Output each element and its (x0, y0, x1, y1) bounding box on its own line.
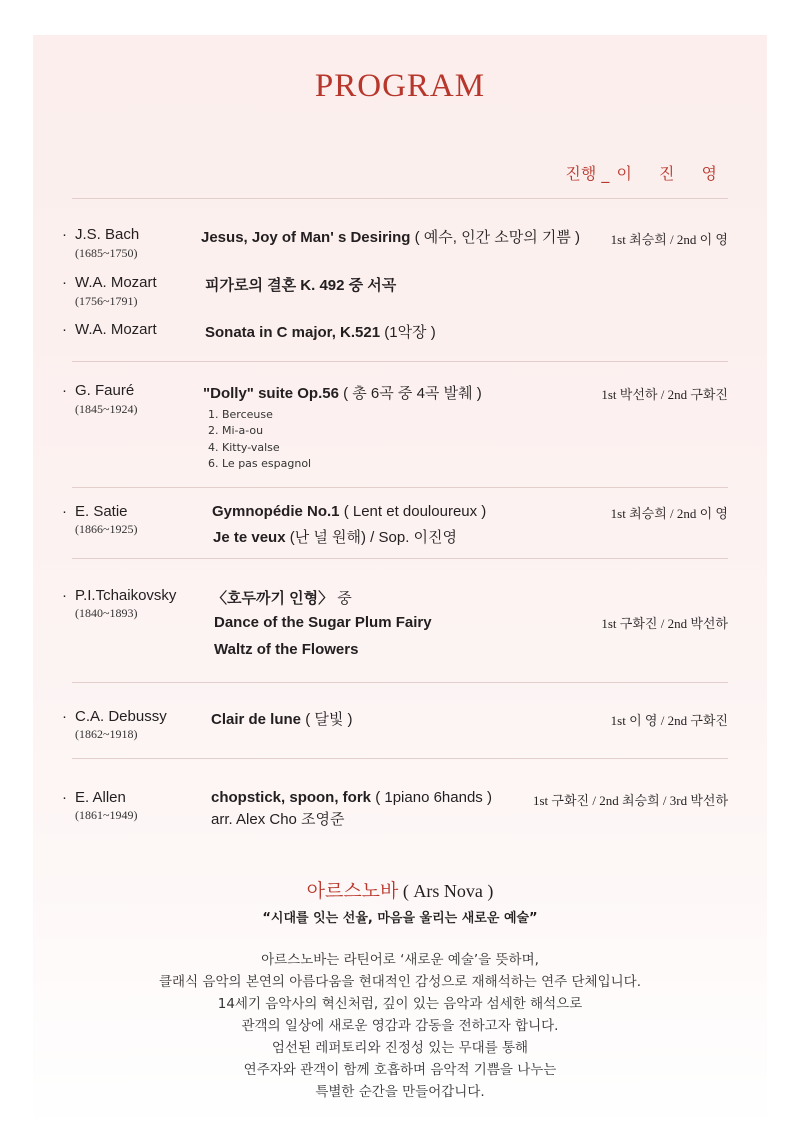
divider (72, 487, 728, 488)
description-line: 연주자와 관객이 함께 호흡하며 음악적 기쁨을 나누는 (243, 1062, 557, 1078)
description-line: 관객의 일상에 새로운 영감과 감동을 전하고자 합니다. (241, 1018, 559, 1034)
divider (72, 361, 728, 362)
composer-years: (1866~1925) (75, 522, 138, 536)
work-title: 〈호두까기 인형〉 중 (212, 590, 352, 607)
divider (72, 198, 728, 199)
composer-years: (1845~1924) (75, 402, 138, 416)
performers: 1st 구화진 / 2nd 박선하 (601, 616, 728, 631)
ensemble-motto: “시대를 잇는 선율, 마음을 울리는 새로운 예술” (262, 911, 538, 926)
work-title: Waltz of the Flowers (214, 641, 359, 658)
composer-tchaikovsky: · P.I.Tchaikovsky (62, 587, 177, 604)
composer-mozart: · W.A. Mozart (62, 321, 157, 338)
composer-years: (1862~1918) (75, 727, 138, 741)
performers: 1st 박선하 / 2nd 구화진 (601, 387, 728, 402)
divider (72, 758, 728, 759)
description-line: 아르스노바는 라틴어로 ‘새로운 예술’을 뜻하며, (261, 952, 539, 968)
description-line: 엄선된 레퍼토리와 진정성 있는 무대를 통해 (271, 1040, 529, 1056)
movement-item: 6. Le pas espagnol (208, 457, 312, 470)
arranger-credit: arr. Alex Cho 조영준 (211, 811, 345, 828)
work-title: Clair de lune ( 달빛 ) (211, 711, 353, 728)
composer-allen: · E. Allen (62, 789, 126, 806)
composer-years: (1685~1750) (75, 246, 138, 260)
movement-item: 4. Kitty-valse (208, 441, 280, 454)
host-credit (565, 161, 728, 184)
movement-item: 1. Berceuse (208, 408, 273, 421)
work-title: Dance of the Sugar Plum Fairy (214, 614, 432, 631)
performers: 1st 최승희 / 2nd 이 영 (610, 232, 728, 247)
ensemble-name: 아르스노바 ( Ars Nova ) (306, 880, 494, 902)
composer-mozart: · W.A. Mozart (62, 274, 157, 291)
description-line: 14세기 음악사의 혁신처럼, 깊이 있는 음악과 섬세한 해석으로 (217, 996, 583, 1012)
page-title: PROGRAM (314, 68, 486, 104)
composer-years: (1840~1893) (75, 606, 138, 620)
composer-debussy: · C.A. Debussy (62, 708, 167, 725)
work-title: "Dolly" suite Op.56 ( 총 6곡 중 4곡 발췌 ) (203, 385, 482, 402)
work-title: Jesus, Joy of Man' s Desiring ( 예수, 인간 소망의 기쁨 ) (201, 229, 581, 246)
performers: 1st 최승희 / 2nd 이 영 (610, 506, 728, 521)
work-title: chopstick, spoon, fork ( 1piano 6hands ) (211, 789, 492, 806)
performers: 1st 구화진 / 2nd 최승희 / 3rd 박선하 (533, 793, 728, 808)
movement-item: 2. Mi-a-ou (208, 424, 264, 437)
work-title: Gymnopédie No.1 ( Lent et douloureux ) (212, 503, 487, 520)
host-name: 이 진 영 (616, 164, 728, 183)
work-title: Je te veux (난 널 원해) / Sop. 이진영 (213, 529, 457, 546)
host-label: 진행 _ (565, 164, 610, 183)
description-line: 클래식 음악의 본연의 아름다움을 현대적인 감성으로 재해석하는 연주 단체입니다. (158, 974, 641, 990)
divider (72, 558, 728, 559)
performers: 1st 이 영 / 2nd 구화진 (610, 713, 728, 728)
composer-years: (1756~1791) (75, 294, 138, 308)
composer-faure: · G. Fauré (62, 382, 135, 399)
composer-satie: · E. Satie (62, 503, 128, 520)
description-line: 특별한 순간을 만들어갑니다. (315, 1084, 485, 1100)
work-title: Sonata in C major, K.521 (1악장 ) (205, 324, 436, 341)
composer-bach: · J.S. Bach (62, 226, 140, 243)
composer-years: (1861~1949) (75, 808, 138, 822)
divider (72, 682, 728, 683)
work-title: 피가로의 결혼 K. 492 중 서곡 (205, 277, 397, 294)
